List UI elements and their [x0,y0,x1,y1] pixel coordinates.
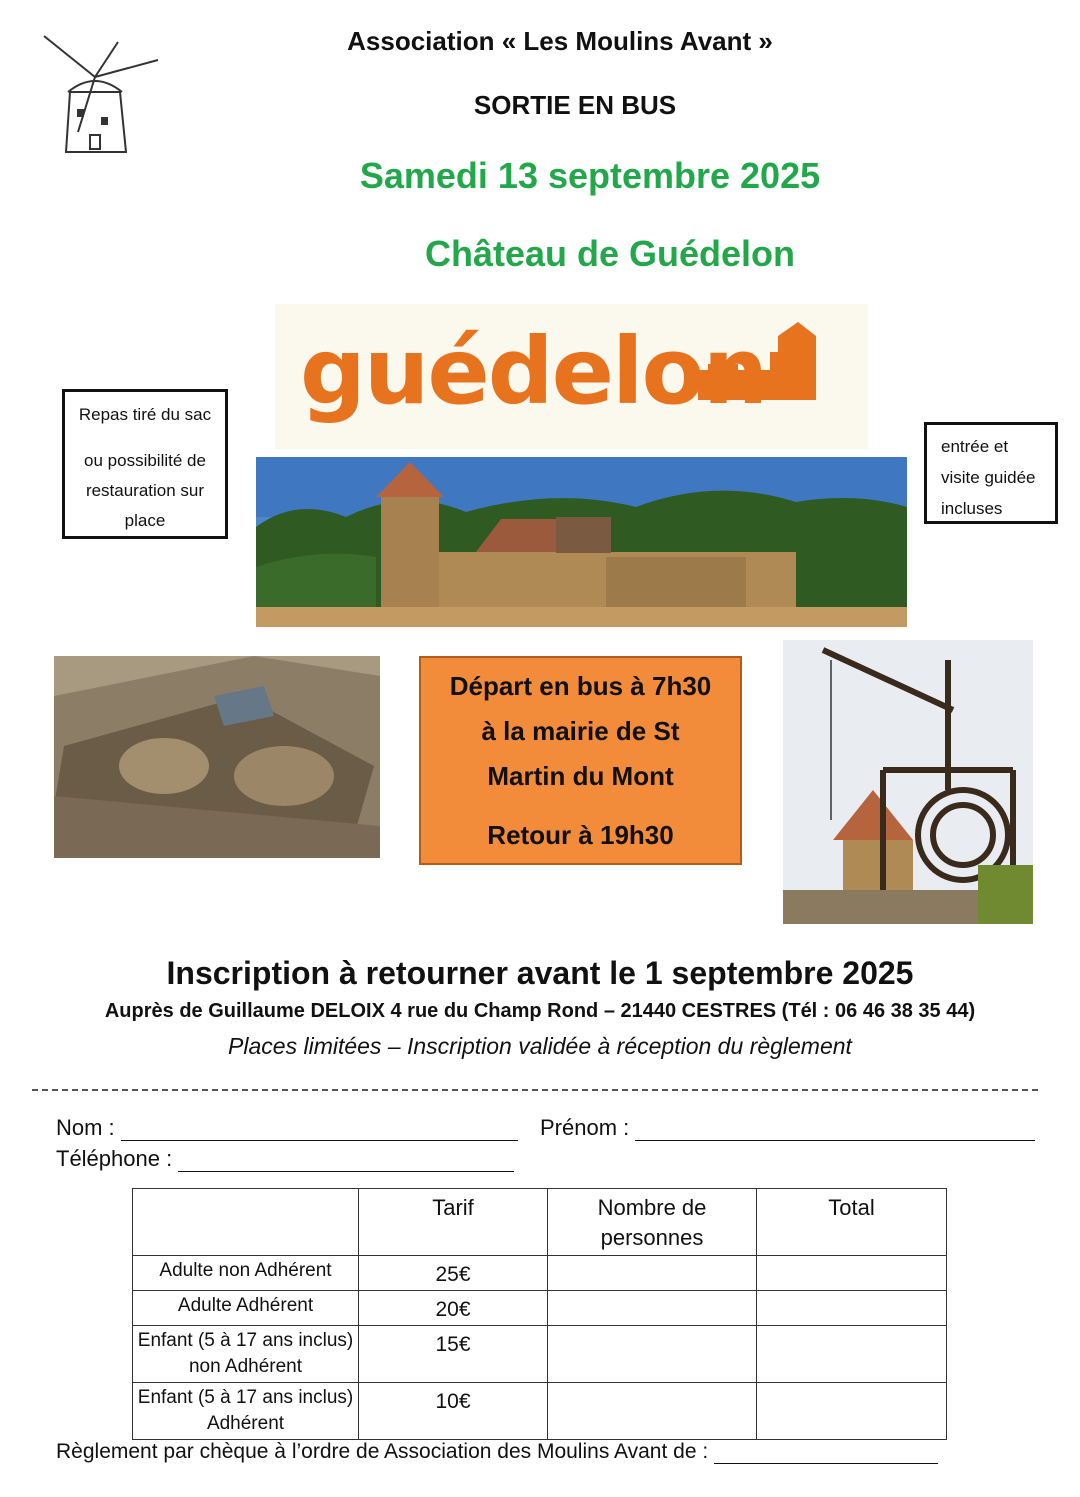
return-time: Retour à 19h30 [487,820,674,850]
total-cell[interactable] [757,1383,947,1440]
departure-info-box [419,656,742,865]
row-price: 10€ [359,1383,548,1440]
departure-line: à la mairie de St [481,716,680,746]
meal-info-line: restauration sur [85,481,205,500]
entry-info-line: entrée et [941,437,1009,456]
destination-title: Château de Guédelon [424,233,796,274]
count-cell[interactable] [548,1291,757,1326]
departure-line: Martin du Mont [487,761,674,791]
payment-text: Règlement par chèque à l’ordre de Association des Moulins Avant de : [56,1440,709,1463]
row-price: 15€ [359,1326,548,1383]
count-cell[interactable] [548,1326,757,1383]
count-cell[interactable] [548,1256,757,1291]
table-header-row [133,1189,947,1256]
castle-photo [256,457,907,627]
meal-info-box [62,389,228,539]
prenom-input-line[interactable] [635,1118,1035,1141]
entry-info-line: visite guidée [941,468,1036,487]
payment-instruction [56,1440,938,1464]
departure-line: Départ en bus à 7h30 [449,671,712,701]
payment-amount-line[interactable] [714,1441,938,1464]
table-row [133,1256,947,1291]
meal-info-line: place [124,511,166,530]
telephone-field [56,1146,514,1172]
entry-info-box [924,422,1058,524]
meal-info-line: Repas tiré du sac [78,405,212,424]
table-header-cell: Tarif [359,1189,548,1256]
sortie-heading: SORTIE EN BUS [473,90,677,120]
table-header-cell: Total [757,1189,947,1256]
places-notice: Places limitées – Inscription validée à réception du règlement [228,1033,852,1059]
table-header-cell [133,1189,359,1256]
cut-line [32,1089,1038,1091]
total-cell[interactable] [757,1291,947,1326]
treadwheel-crane-photo [783,640,1033,924]
total-cell[interactable] [757,1326,947,1383]
inscription-contact: Auprès de Guillaume DELOIX 4 rue du Champ Rond – 21440 CESTRES (Tél : 06 46 38 35 44) [104,1000,976,1022]
windmill-sketch-icon [40,32,165,162]
tariff-table [132,1188,947,1440]
row-label: Enfant (5 à 17 ans inclus) Adhérent [133,1383,359,1440]
total-cell[interactable] [757,1256,947,1291]
row-price: 25€ [359,1256,548,1291]
entry-info-line: incluses [941,499,1003,518]
inscription-deadline: Inscription à retourner avant le 1 septembre 2025 [166,955,914,991]
nom-field [56,1115,518,1141]
meal-info-line: ou possibilité de [84,451,206,470]
row-label: Adulte non Adhérent [133,1256,359,1291]
row-label: Enfant (5 à 17 ans inclus) non Adhérent [133,1326,359,1383]
prenom-label: Prénom : [540,1115,630,1140]
prenom-field [540,1115,1035,1141]
event-date: Samedi 13 septembre 2025 [359,155,821,196]
table-header-cell: Nombre de personnes [548,1189,757,1256]
nom-label: Nom : [56,1115,115,1140]
row-label: Adulte Adhérent [133,1291,359,1326]
table-row [133,1326,947,1383]
telephone-input-line[interactable] [178,1149,514,1172]
row-price: 20€ [359,1291,548,1326]
count-cell[interactable] [548,1383,757,1440]
table-row [133,1383,947,1440]
aerial-construction-photo [54,656,380,858]
association-title: Association « Les Moulins Avant » [347,26,773,56]
castle-silhouette-icon [698,322,828,407]
table-row [133,1291,947,1326]
guedelon-logo-text: guédelon [300,318,767,425]
telephone-label: Téléphone : [56,1146,173,1171]
nom-input-line[interactable] [121,1118,518,1141]
